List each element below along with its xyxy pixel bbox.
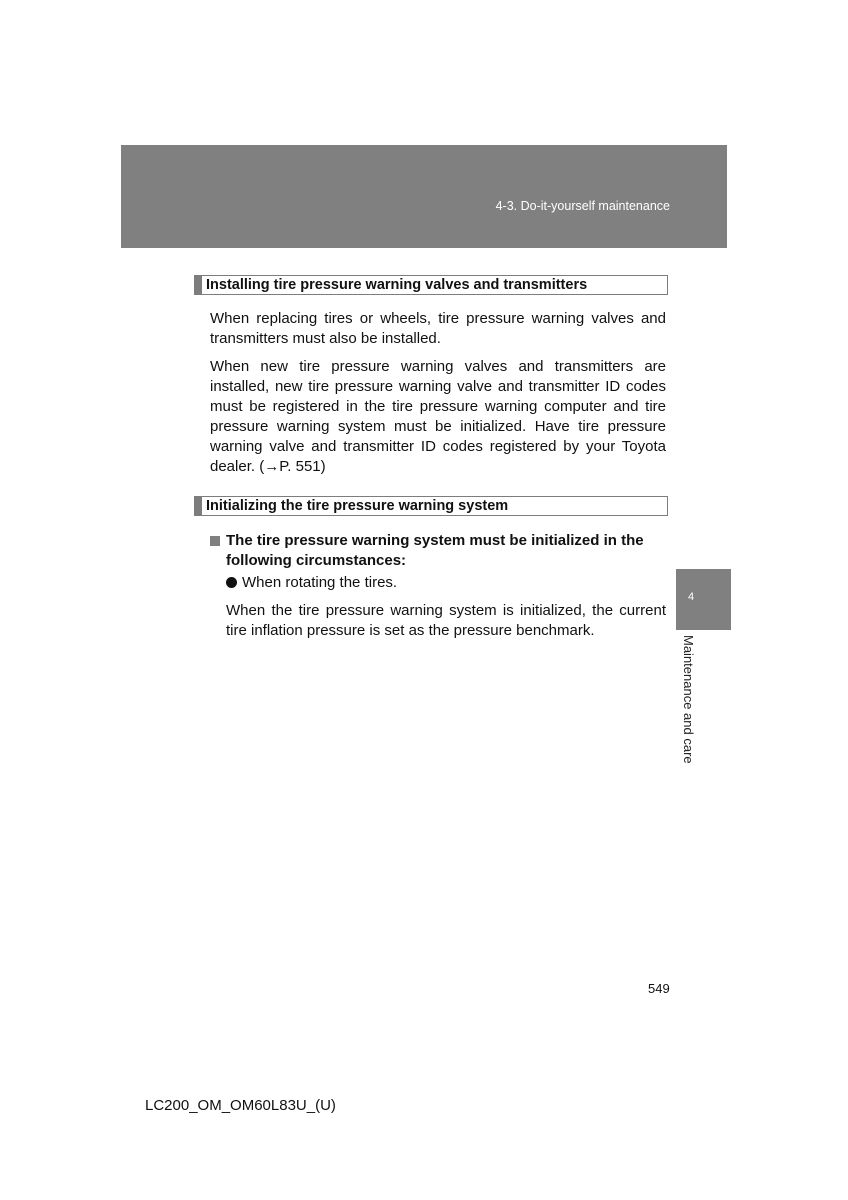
chapter-number: 4	[688, 591, 695, 603]
paragraph-benchmark: When the tire pressure warning system is initialized, the current tire inflation pressure is set as the pressure benchmark.	[226, 602, 666, 639]
section-heading-text: Initializing the tire pressure warning system	[206, 498, 509, 514]
document-code: LC200_OM_OM60L83U_(U)	[145, 1097, 336, 1114]
square-bullet-icon	[210, 536, 220, 546]
section-heading-initializing	[194, 496, 668, 516]
paragraph-replacing: When replacing tires or wheels, tire pressure warning valves and transmitters must also be installed.	[210, 310, 666, 347]
paragraph-registering: When new tire pressure warning valves and transmitters are installed, new tire pressure warning valve and transmitter ID codes must be registered in the tire pressure warning computer and tire pressure warning system must be initialized. Have tire pressure warning valve and transmitter ID codes registered by your Toyota dealer. (→P. 551)	[210, 358, 666, 475]
section-heading-text: Installing tire pressure warning valves and transmitters	[206, 277, 588, 293]
circle-bullet-icon	[226, 577, 237, 588]
header-band	[121, 145, 727, 248]
page-number: 549	[648, 981, 670, 996]
bold-list-item	[210, 531, 670, 571]
chapter-tab	[676, 569, 731, 630]
section-heading-installing	[194, 275, 668, 295]
bullet-item	[226, 573, 397, 593]
bold-list-item-text: The tire pressure warning system must be initialized in the following circumstances:	[226, 532, 644, 569]
section-title: 4-3. Do-it-yourself maintenance	[495, 199, 670, 213]
chapter-label: Maintenance and care	[681, 635, 696, 764]
bullet-item-text: When rotating the tires.	[242, 574, 398, 591]
